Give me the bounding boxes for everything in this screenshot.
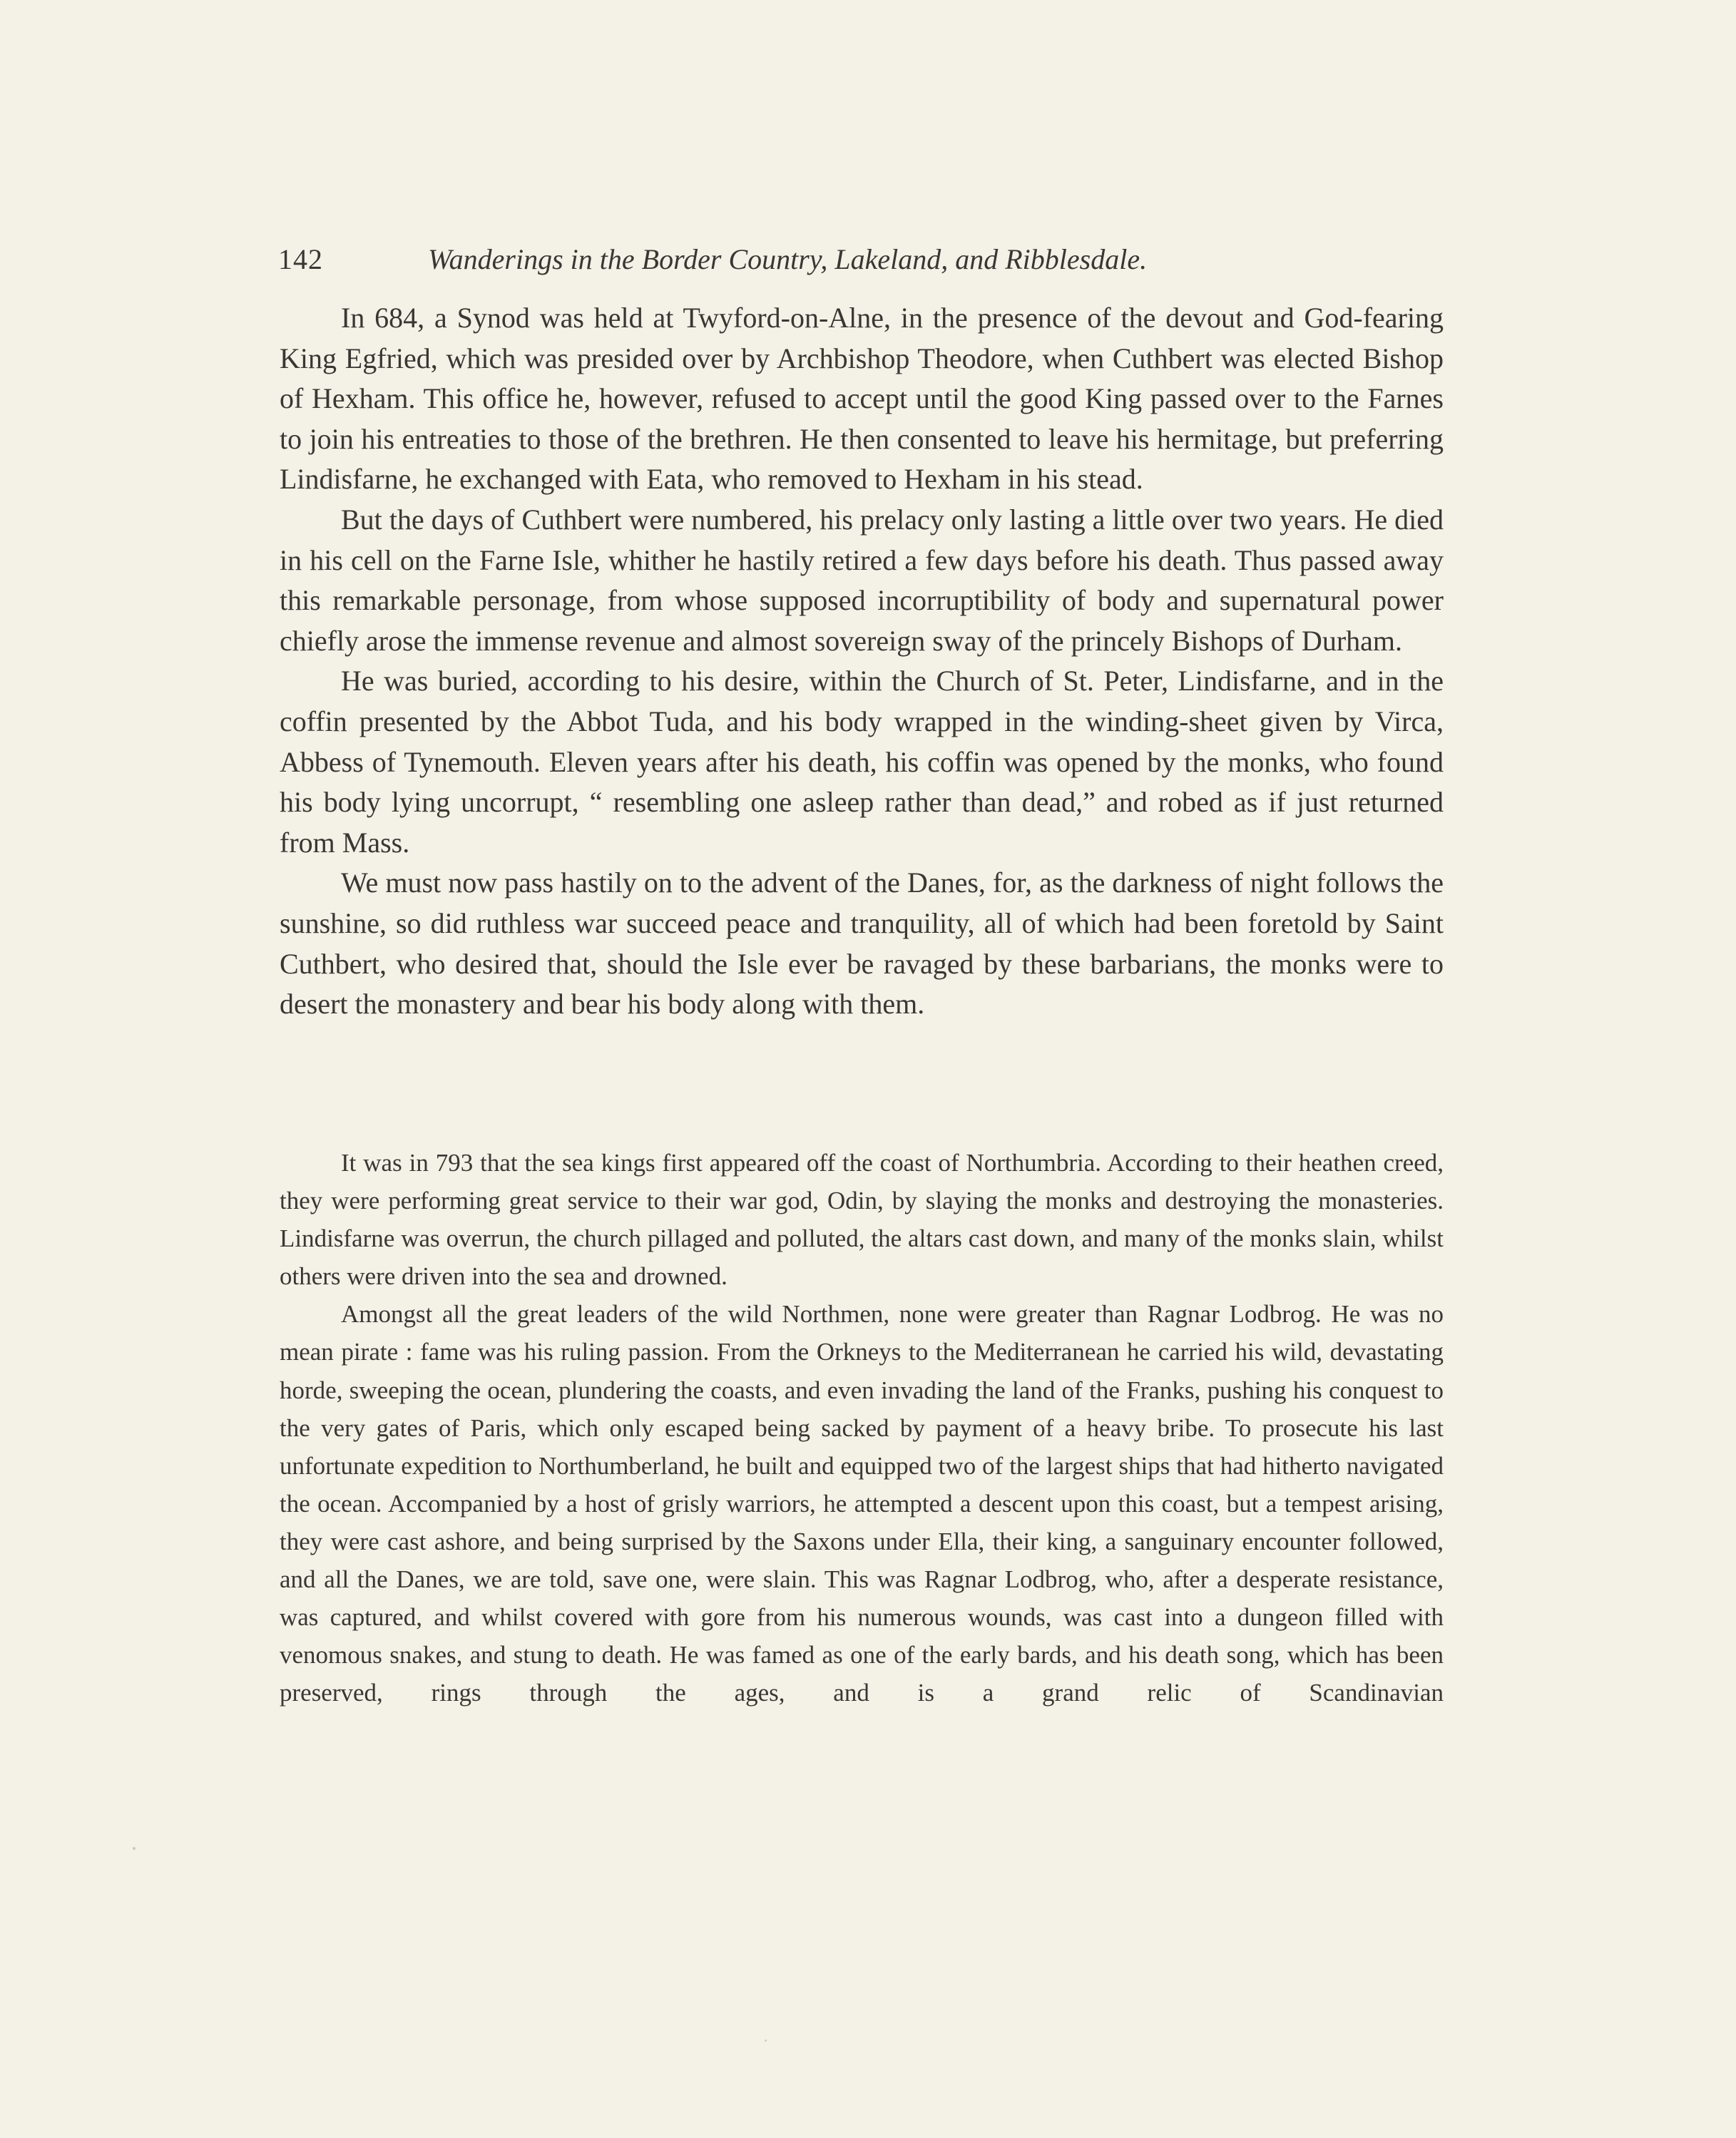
paragraph-danes: We must now pass hastily on to the advent of the Danes, for, as the darkness of night follows the sunshine, so did ruthless war succeed peace and tranquility, all of which had been foretold by Saint Cuthbert, who desired that, should the Isle ever be ravaged by these barbarians, the monks were to desert the monastery and bear his body along with them.	[280, 866, 1444, 1021]
paper-speck	[133, 1847, 136, 1850]
paragraph-ragnar-lodbrog: Amongst all the great leaders of the wild Northmen, none were greater than Ragnar Lodbrog. He was no mean pirate : fame was his ruling passion. From the Orkneys to the Mediterranean he carried his wild, devastating horde, sweeping the ocean, plundering the coasts, and even invading the land of the Franks, pushing his conquest to the very gates of Paris, which only escaped being sacked by payment of a heavy bribe. To prosecute his last unfortunate expedition to Northumberland, he built and equipped two of the largest ships that had hitherto navigated the ocean. Accompanied by a host of grisly warriors, he attempted a descent upon this coast, but a tempest arising, they were cast ashore, and being surprised by the Saxons under Ella, their king, a sanguinary encounter followed, and all the Danes, we are told, save one, were slain. This was Ragnar Lodbrog, who, after a desperate resistance, was captured, and whilst covered with gore from his numerous wounds, was cast into a dungeon filled with venomous snakes, and stung to death. He was famed as one of the early bards, and his death song, which has been preserved, rings through the ages, and is a grand relic of Scandinavian	[280, 1300, 1444, 1707]
running-head	[278, 238, 1448, 281]
body-text-large	[280, 298, 1444, 1025]
page-number: 142	[278, 243, 323, 275]
paragraph-burial: He was buried, according to his desire, within the Church of St. Peter, Lindisfarne, and in the coffin presented by the Abbot Tuda, and his body wrapped in the winding-sheet given by Virca, Abbess of Tynemouth. Eleven years after his death, his coffin was opened by the monks, who found his body lying uncorrupt, “ resembling one asleep rather than dead,” and robed as if just returned from Mass.	[280, 665, 1444, 859]
paragraph-cuthbert-death: But the days of Cuthbert were numbered, his prelacy only lasting a little over two years. He died in his cell on the Farne Isle, whither he hastily retired a few days before his death. Thus passed away this remarkable personage, from whose supposed incorruptibility of body and supernatural power chiefly arose the immense revenue and almost sovereign sway of the princely Bishops of Durham.	[280, 503, 1444, 657]
paragraph-sea-kings: It was in 793 that the sea kings first appeared off the coast of Northumbria. According to their heathen creed, they were performing great service to their war god, Odin, by slaying the monks and destroying the monasteries. Lindisfarne was overrun, the church pillaged and polluted, the altars cast down, and many of the monks slain, whilst others were driven into the sea and drowned.	[280, 1149, 1444, 1291]
paragraph-synod: In 684, a Synod was held at Twyford-on-Alne, in the presence of the devout and God-fearing King Egfried, which was presided over by Archbishop Theodore, when Cuthbert was elected Bishop of Hexham. This office he, however, refused to accept until the good King passed over to the Farnes to join his entreaties to those of the brethren. He then consented to leave his hermitage, but preferring Lindisfarne, he exchanged with Eata, who removed to Hexham in his stead.	[280, 302, 1444, 496]
body-text-small	[280, 1144, 1444, 1712]
running-title: Wanderings in the Border Country, Lakeland, and Ribblesdale.	[428, 243, 1148, 275]
paper-speck	[765, 2040, 767, 2042]
